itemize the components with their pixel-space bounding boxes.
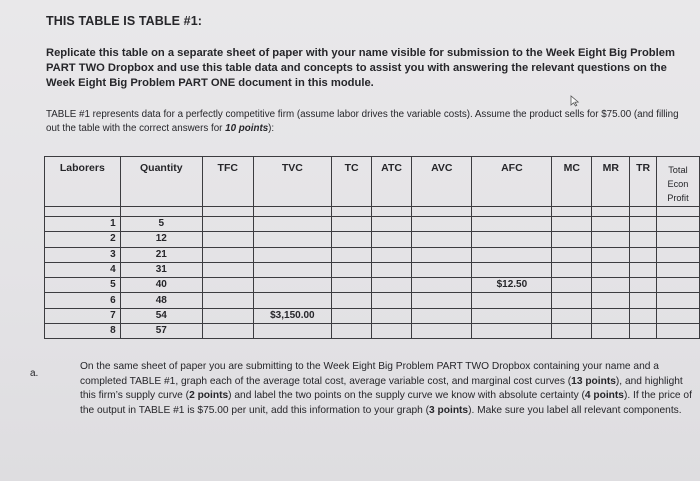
cell-mc [552,293,592,308]
cell-afc [472,324,552,339]
cell-avc [412,217,472,232]
cell-tfc [202,232,253,247]
cell-laborers: 8 [45,324,121,339]
cell-mr [592,293,630,308]
header-tvc: TVC [253,157,332,207]
cell-laborers: 3 [45,247,121,262]
table-row [45,232,700,247]
header-total-econ-profit [656,157,699,207]
table-description [46,108,691,135]
cell-atc [372,232,412,247]
table-row [45,293,700,308]
cell-quantity: 40 [120,278,202,293]
cell-tvc [253,247,332,262]
cell-quantity: 12 [120,232,202,247]
cell-tfc [202,308,253,323]
cell-atc [372,217,412,232]
header-mr: MR [592,157,630,207]
cell-tvc: $3,150.00 [253,308,332,323]
table-row [45,278,700,293]
cell-laborers: 5 [45,278,121,293]
header-profit-line-2: Econ [667,179,689,189]
cell-atc [372,293,412,308]
cell-tvc [253,217,332,232]
cell-profit [656,324,699,339]
table-description-end: ): [268,122,275,134]
header-laborers: Laborers [45,157,121,207]
cell-mr [592,262,630,277]
header-tfc: TFC [202,157,253,207]
cell-tvc [253,232,332,247]
cell-profit [656,293,699,308]
cell-profit [656,278,699,293]
header-profit-line-1: Total [668,165,688,175]
cell-avc [412,293,472,308]
table-spacer-row [45,207,700,217]
points-label: 10 points [225,122,269,134]
cell-profit [656,308,699,323]
header-avc: AVC [412,157,472,207]
cell-afc [472,247,552,262]
question-points-1: 13 points [571,375,616,387]
cell-atc [372,324,412,339]
cell-quantity: 54 [120,308,202,323]
table-row [45,217,700,232]
header-profit-line-3: Profit [667,193,689,203]
cell-mc [552,232,592,247]
cell-avc [412,247,472,262]
cell-quantity: 31 [120,262,202,277]
cell-avc [412,262,472,277]
cell-afc [472,232,552,247]
cell-avc [412,232,472,247]
cell-tvc [253,293,332,308]
cell-tvc [253,324,332,339]
cell-laborers: 4 [45,262,121,277]
cell-tr [630,262,656,277]
cell-atc [372,262,412,277]
instructions-paragraph: Replicate this table on a separate sheet of paper with your name visible for submission to the Week Eight Big Problem PART TWO Dropbox and use this table data and concepts to assist you with answering the relevant questions on the Week Eight Big Problem PART ONE document in this module. [46,47,675,89]
cell-mr [592,232,630,247]
cell-mc [552,217,592,232]
cell-tr [630,308,656,323]
cell-tfc [202,217,253,232]
question-a-paragraph [80,360,700,418]
cell-mr [592,308,630,323]
question-text-3: ) and label the two points on the supply curve we know with absolute certainty ( [228,390,585,402]
cell-atc [372,247,412,262]
cell-tfc [202,293,253,308]
header-mc: MC [552,157,592,207]
header-tr: TR [630,157,656,207]
cell-mr [592,324,630,339]
cell-tfc [202,324,253,339]
cell-tvc [253,278,332,293]
cell-quantity: 21 [120,247,202,262]
cell-mc [552,278,592,293]
cell-profit [656,217,699,232]
table-header-row [45,157,700,207]
header-atc: ATC [372,157,412,207]
cell-profit [656,247,699,262]
cell-tr [630,232,656,247]
cell-laborers: 7 [45,308,121,323]
cell-atc [372,308,412,323]
cell-tc [332,324,372,339]
cell-tc [332,293,372,308]
header-tc: TC [332,157,372,207]
cell-tc [332,247,372,262]
page-title: THIS TABLE IS TABLE #1: [46,14,203,28]
cell-afc [472,293,552,308]
question-text-2: ), and highlight this firm’s supply curve ( [80,375,683,402]
cell-quantity: 57 [120,324,202,339]
table-row [45,262,700,277]
question-points-3: 4 points [584,390,624,402]
cell-tfc [202,247,253,262]
question-text-1: On the same sheet of paper you are submitting to the Week Eight Big Problem PART TWO Dropbox containing your name and a completed TABLE #1, graph each of the average total cost, average variable cost, and marginal cost curves ( [80,361,659,387]
cell-atc [372,278,412,293]
mouse-pointer-icon [570,95,580,107]
cell-tc [332,217,372,232]
cell-mr [592,278,630,293]
cell-mr [592,247,630,262]
cell-afc [472,262,552,277]
cell-quantity: 5 [120,217,202,232]
cell-tr [630,324,656,339]
table-row [45,308,700,323]
cell-tr [630,217,656,232]
cell-afc [472,217,552,232]
cell-tc [332,308,372,323]
cell-mc [552,247,592,262]
question-marker: a. [30,368,39,379]
cell-laborers: 1 [45,217,121,232]
table-row [45,247,700,262]
cell-avc [412,308,472,323]
header-quantity: Quantity [120,157,202,207]
cell-tr [630,247,656,262]
question-text-4: ). If the price of the output in TABLE #1 is $75.00 per unit, add this information to your graph ( [80,390,692,416]
cell-quantity: 48 [120,293,202,308]
cell-mc [552,308,592,323]
cell-tvc [253,262,332,277]
header-afc: AFC [472,157,552,207]
question-points-4: 3 points [429,404,469,416]
cell-mr [592,217,630,232]
cell-tc [332,278,372,293]
question-points-2: 2 points [189,390,229,402]
cell-tr [630,293,656,308]
cell-mc [552,324,592,339]
table-row [45,324,700,339]
cell-laborers: 2 [45,232,121,247]
cell-afc: $12.50 [472,278,552,293]
cell-afc [472,308,552,323]
cell-mc [552,262,592,277]
cell-laborers: 6 [45,293,121,308]
cell-tfc [202,278,253,293]
table-description-text: TABLE #1 represents data for a perfectly competitive firm (assume labor drives the variable costs). Assume the product sells for $75.00 (and filling out the table with the correct answers for [46,109,679,134]
cell-profit [656,262,699,277]
cell-tc [332,232,372,247]
question-text-5: ). Make sure you label all relevant components. [468,404,682,416]
cost-data-table [44,156,700,339]
cell-avc [412,324,472,339]
cell-tr [630,278,656,293]
cell-tfc [202,262,253,277]
cell-profit [656,232,699,247]
cell-tc [332,262,372,277]
cell-avc [412,278,472,293]
